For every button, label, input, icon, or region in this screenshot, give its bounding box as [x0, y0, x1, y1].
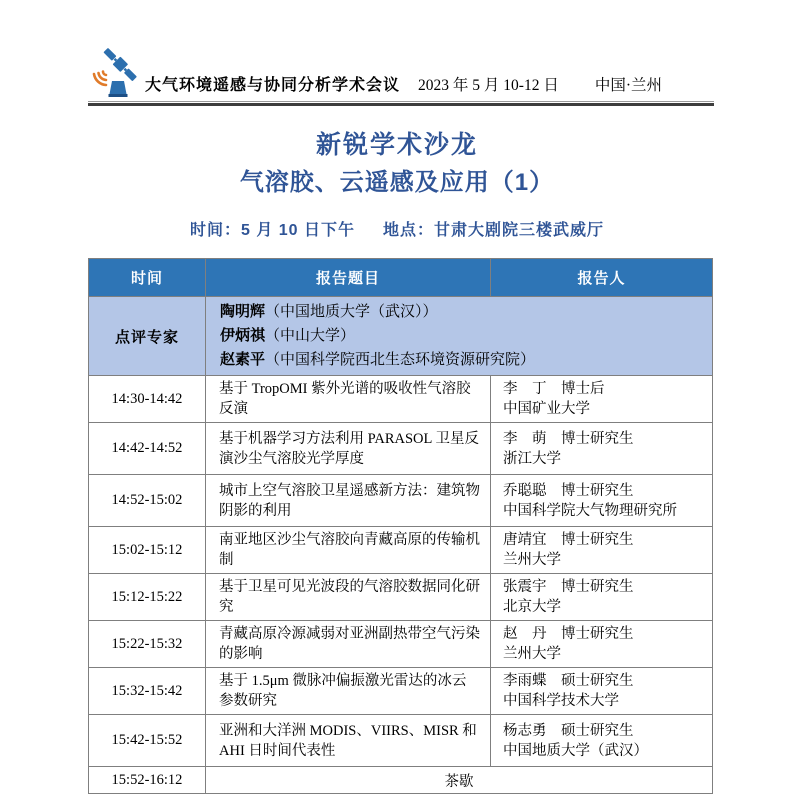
speaker-institution: 兰州大学	[503, 646, 561, 662]
conference-location: 中国·兰州	[594, 77, 662, 94]
speaker-name: 杨志勇 硕士研究生	[503, 722, 634, 739]
speaker-name: 李 丁 博士后	[503, 381, 605, 397]
expert-item	[220, 324, 706, 348]
expert-name: 伊炳祺	[220, 328, 266, 344]
talk-row	[89, 668, 713, 715]
expert-affiliation: （中国科学院西北生态环境资源研究院）	[265, 352, 536, 368]
speaker-institution: 浙江大学	[503, 450, 561, 467]
talk-row	[89, 475, 713, 527]
talk-time: 14:42-14:52	[89, 423, 206, 475]
talk-title: 基于卫星可见光波段的气溶胶数据同化研究	[206, 574, 491, 621]
table-header-row	[89, 259, 713, 297]
session-venue: 地点：甘肃大剧院三楼武威厅	[383, 222, 605, 239]
session-subtitle: 气溶胶、云遥感及应用（1）	[239, 169, 555, 196]
header-divider	[88, 101, 714, 106]
expert-affiliation: （中国地质大学（武汉））	[265, 304, 438, 320]
col-header-speaker: 报告人	[491, 259, 713, 297]
speaker-name: 李雨蝶 硕士研究生	[503, 673, 634, 689]
talk-speaker	[491, 668, 713, 715]
expert-name: 赵素平	[220, 352, 266, 368]
speaker-institution: 中国科学院大气物理研究所	[503, 502, 677, 519]
conference-name: 大气环境遥感与协同分析学术会议	[145, 77, 401, 94]
talk-speaker	[491, 715, 713, 767]
page-header	[88, 46, 712, 100]
session-time: 时间：5 月 10 日下午	[189, 222, 356, 239]
speaker-name: 唐靖宜 博士研究生	[503, 532, 634, 548]
talk-row	[89, 621, 713, 668]
speaker-institution: 中国地质大学（武汉）	[503, 742, 648, 759]
experts-list	[206, 297, 713, 376]
break-label: 茶歇	[206, 767, 713, 794]
speaker-name: 乔聪聪 博士研究生	[503, 482, 634, 499]
speaker-institution: 中国科学技术大学	[503, 693, 619, 709]
talk-row	[89, 376, 713, 423]
talk-time: 15:32-15:42	[89, 668, 206, 715]
talk-title: 基于 TropOMI 紫外光谱的吸收性气溶胶反演	[206, 376, 491, 423]
expert-name: 陶明辉	[220, 304, 266, 320]
talk-title: 基于 1.5μm 微脉冲偏振激光雷达的冰云参数研究	[206, 668, 491, 715]
speaker-institution: 北京大学	[503, 599, 561, 615]
talk-speaker	[491, 376, 713, 423]
speaker-name: 赵 丹 博士研究生	[503, 626, 634, 642]
talk-title: 城市上空气溶胶卫星遥感新方法：建筑物阴影的利用	[206, 475, 491, 527]
talk-speaker	[491, 527, 713, 574]
talk-time: 15:22-15:32	[89, 621, 206, 668]
conference-date: 2023 年 5 月 10-12 日	[418, 77, 559, 94]
talk-time: 14:30-14:42	[89, 376, 206, 423]
talk-row	[89, 423, 713, 475]
satellite-icon	[88, 48, 142, 100]
talk-row	[89, 715, 713, 767]
session-title: 新锐学术沙龙	[315, 131, 478, 159]
talk-time: 15:02-15:12	[89, 527, 206, 574]
talk-time: 15:42-15:52	[89, 715, 206, 767]
talk-speaker	[491, 475, 713, 527]
talk-time: 14:52-15:02	[89, 475, 206, 527]
talk-time: 15:12-15:22	[89, 574, 206, 621]
break-row	[89, 767, 713, 794]
expert-item	[220, 300, 706, 324]
experts-label: 点评专家	[89, 297, 206, 376]
talk-speaker	[491, 574, 713, 621]
break-time: 15:52-16:12	[89, 767, 206, 794]
speaker-name: 张震宇 博士研究生	[503, 579, 634, 595]
schedule-table	[88, 258, 713, 794]
talk-speaker	[491, 621, 713, 668]
talk-row	[89, 527, 713, 574]
session-time-venue	[0, 217, 794, 240]
session-title-block	[0, 129, 794, 240]
speaker-institution: 中国矿业大学	[503, 401, 590, 417]
speaker-name: 李 萌 博士研究生	[503, 430, 634, 447]
talk-title: 青藏高原冷源减弱对亚洲副热带空气污染的影响	[206, 621, 491, 668]
expert-affiliation: （中山大学）	[265, 328, 356, 344]
talk-speaker	[491, 423, 713, 475]
talk-title: 基于机器学习方法利用 PARASOL 卫星反演沙尘气溶胶光学厚度	[206, 423, 491, 475]
speaker-institution: 兰州大学	[503, 552, 561, 568]
talk-title: 南亚地区沙尘气溶胶向青藏高原的传输机制	[206, 527, 491, 574]
experts-row	[89, 297, 713, 376]
expert-item	[220, 348, 706, 372]
col-header-title: 报告题目	[206, 259, 491, 297]
talk-title: 亚洲和大洋洲 MODIS、VIIRS、MISR 和 AHI 日时间代表性	[206, 715, 491, 767]
talk-row	[89, 574, 713, 621]
col-header-time: 时间	[89, 259, 206, 297]
